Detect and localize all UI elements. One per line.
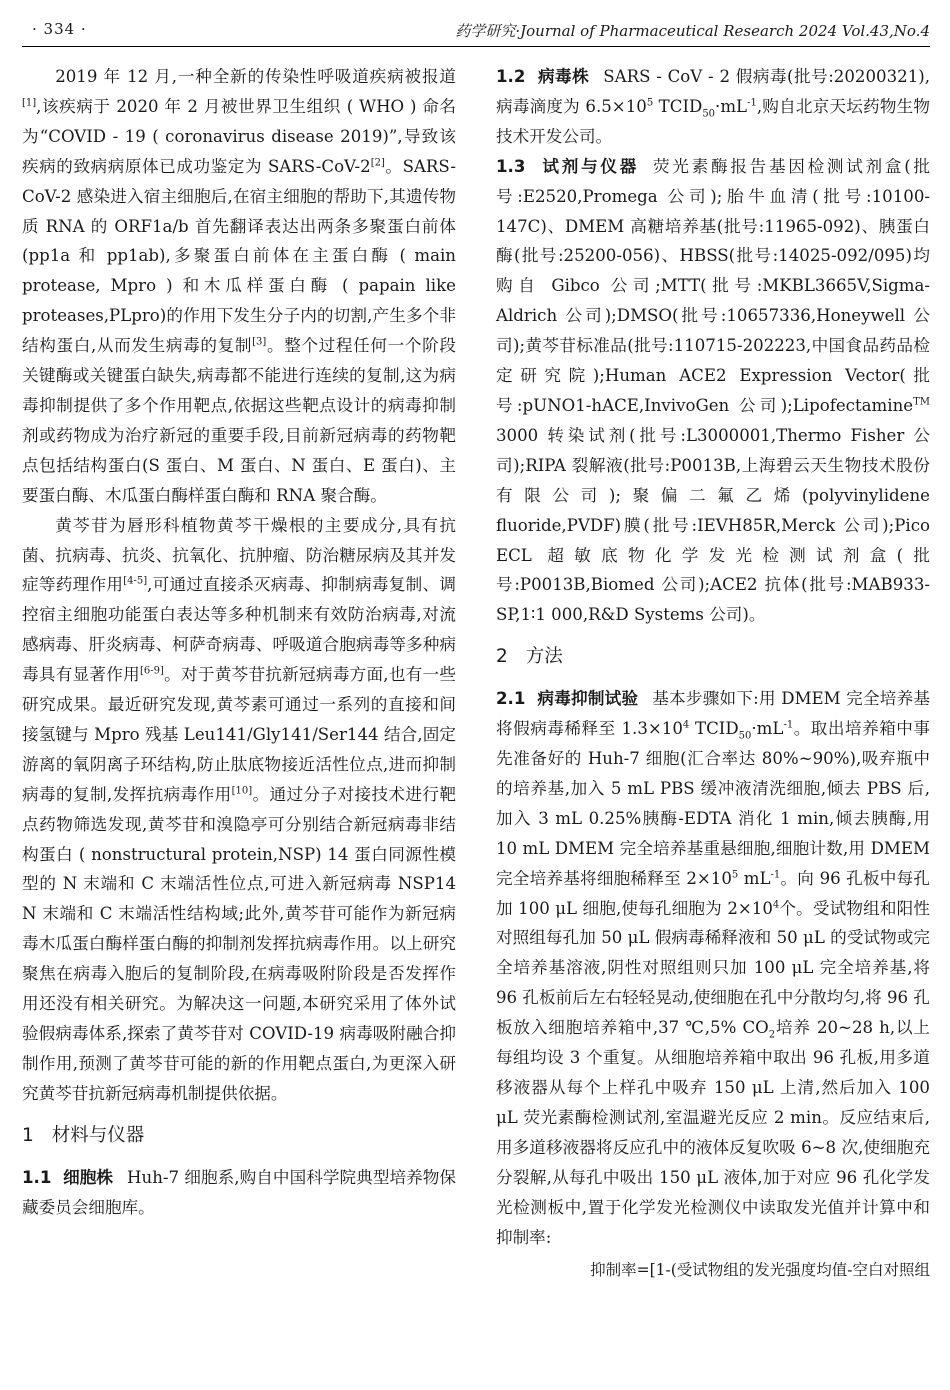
running-header (22, 14, 930, 47)
citation-ref[interactable]: [6-9] (140, 665, 164, 677)
citation-ref[interactable]: [3] (252, 336, 267, 348)
journal-citation: 药学研究·Journal of Pharmaceutical Research 2024 Vol.43,No.4 (455, 22, 930, 40)
intro-paragraph-2: 黄芩苷为唇形科植物黄芩干燥根的主要成分,具有抗菌、抗病毒、抗炎、抗氧化、抗肿瘤、防治糖尿病及其并发症等药理作用[4-5],可通过直接杀灭病毒、抑制病毒复制、调控宿主细胞功能蛋白表达等多种机制来有效防治病毒,对流感病毒、肝炎病毒、柯萨奇病毒、呼吸道合胞病毒等多种病毒具有显著作用[6-9]。对于黄芩苷抗新冠病毒方面,也有一些研究成果。最近研究发现,黄芩素可通过一系列的直接和间接氢键与 Mpro 残基 Leu141/Gly141/Ser144 结合,固定游离的氧阴离子环结构,防止肽底物接近活性位点,进而抑制病毒的复制,发挥抗病毒作用[10]。通过分子对接技术进行靶点药物筛选发现,黄芩苷和溴隐亭可分别结合新冠病毒非结构蛋白 ( nonstructural protein,NSP) 14 蛋白同源性模型的 N 末端和 C 末端活性位点,可进入新冠病毒 NSP14 N 末端和 C 末端活性结构域;此外,黄芩苷可能作为新冠病毒木瓜蛋白酶样蛋白酶的抑制剂发挥抗病毒作用。以上研究聚焦在病毒入胞后的复制阶段,在病毒吸附阶段是否发挥作用还没有相关研究。为解决这一问题,本研究采用了体外试验假病毒体系,探索了黄芩苷对 COVID-19 病毒吸附融合抑制作用,预测了黄芩苷可能的新的作用靶点蛋白,为更深入研究黄芩苷抗新冠病毒机制提供依据。 (22, 515, 457, 1103)
subsection-virus-inhibition: 2.1 病毒抑制试验 基本步骤如下:用 DMEM 完全培养基将假病毒稀释至 $1.3\times 10^4$ $TCID_{50}\cdot mL^{-1}$。取出培养箱中事先准备好的 Huh-7 细胞(汇合率达 80%~90%),吸弃瓶中的培养基,加入 5 mL PBS 缓冲液清洗细胞,倾去 PBS 后,加入 3 mL 0.25%胰酶-EDTA 消化 1 min,倾去胰酶,用 10 mL DMEM 完全培养基重悬细胞,细胞计数,用 DMEM 完全培养基将细胞稀释至 $2\times 10^5$ $mL^{-1}$。向 96 孔板中每孔加 100 μL 细胞,使每孔细胞为 $2\times 10^4$个。受试物组和阳性对照组每孔加 50 μL 假病毒稀释液和 50 μL 的受试物或完全培养基溶液,阴性对照组则只加 100 μL 完全培养基,将 96 孔板前后左右轻轻晃动,使细胞在孔中分散均匀,将 96 孔板放入细胞培养箱中,37 ℃,5% $CO_2$培养 20~28 h,以上每组均设 3 个重复。从细胞培养箱中取出 96 孔板,用多道移液器从每个上样孔中吸弃 150 μL 上清,然后加入 100 μL 荧光素酶检测试剂,室温避光反应 2 min。反应结束后,用多道移液器将反应孔中的液体反复吹吸 6~8 次,使细胞充分裂解,从每孔中吸出 150 μL 液体,加于对应 96 孔化学发光检测板中,置于化学发光检测仪中读取发光值并计算中和抑制率: (496, 689, 930, 1247)
page-number: · 334 · (32, 20, 87, 38)
left-column (22, 62, 456, 1223)
inhibition-formula: 抑制率=[1-(受试物组的发光强度均值-空白对照组 (590, 1261, 930, 1280)
intro-paragraph-1: 2019 年 12 月,一种全新的传染性呼吸道疾病被报道[1],该疾病于 2020 年 2 月被世界卫生组织 ( WHO ) 命名为“COVID - 19 ( coronavirus disease 2019)”,导致该疾病的致病病原体已成功鉴定为 SARS-CoV-2[2]。SARS-CoV-2 感染进入宿主细胞后,在宿主细胞的帮助下,其遗传物质 RNA 的 ORF1a/b 首先翻译表达出两条多聚蛋白前体(pp1a 和 pp1ab),多聚蛋白前体在主蛋白酶 ( main protease, Mpro ) 和木瓜样蛋白酶 ( papain like proteases,PLpro)的作用下发生分子内的切割,产生多个非结构蛋白,从而发生病毒的复制[3]。整个过程任何一个阶段关键酶或关键蛋白缺失,病毒都不能进行连续的复制,这为病毒抑制提供了多个作用靶点,依据这些靶点设计的病毒抑制剂或药物成为治疗新冠的重要手段,目前新冠病毒的药物靶点包括结构蛋白(S 蛋白、M 蛋白、N 蛋白、E 蛋白)、主要蛋白酶、木瓜蛋白酶样蛋白酶和 RNA 聚合酶。 (22, 67, 456, 505)
citation-ref[interactable]: [1] (22, 97, 37, 109)
subsection-reagents: 1.3 试剂与仪器 荧光素酶报告基因检测试剂盒(批号:E2520,Promega 公司);胎牛血清(批号:10100-147C)、DMEM 高糖培养基(批号:11965-092)、胰蛋白酶(批号:25200-056)、HBSS(批号:14025-092/095)均购自 Gibco 公司;MTT(批号:MKBL3665V,Sigma-Aldrich 公司);DMSO(批号:10657336,Honeywell 公司);黄芩苷标准品(批号:110715-202223,中国食品药品检定研究院);Human ACE2 Expression Vector(批号:pUNO1-hACE,InvivoGen 公司);Lipofectamine™ 3000 转染试剂(批号:L3000001,Thermo Fisher 公司);RIPA 裂解液(批号:P0013B,上海碧云天生物技术股份有限公司);聚偏二氟乙烯(polyvinylidene fluoride,PVDF)膜(批号:IEVH85R,Merck 公司);Pico ECL 超敏底物化学发光检测试剂盒(批号:P0013B,Biomed 公司);ACE2 抗体(批号:MAB933-SP,1∶1 000,R&D Systems 公司)。 (496, 156, 930, 625)
right-column (496, 62, 930, 1286)
citation-ref[interactable]: [10] (231, 785, 253, 797)
section-heading-materials: 1 材料与仪器 (22, 1124, 145, 1146)
subsection-cell-line: 1.1 细胞株 Huh-7 细胞系,购自中国科学院典型培养物保藏委员会细胞库。 (22, 1167, 457, 1217)
section-heading-methods: 2 方法 (496, 646, 563, 668)
citation-ref[interactable]: [4-5] (123, 575, 148, 587)
subsection-virus-strain: 1.2 病毒株 SARS - CoV - 2 假病毒(批号:20200321),病毒滴度为 $6.5\times 10^5$ $TCID_{50}\cdot mL^{-1}$,购自北京天坛药物生物技术开发公司。 (496, 67, 930, 146)
citation-ref[interactable]: [2] (370, 157, 385, 169)
